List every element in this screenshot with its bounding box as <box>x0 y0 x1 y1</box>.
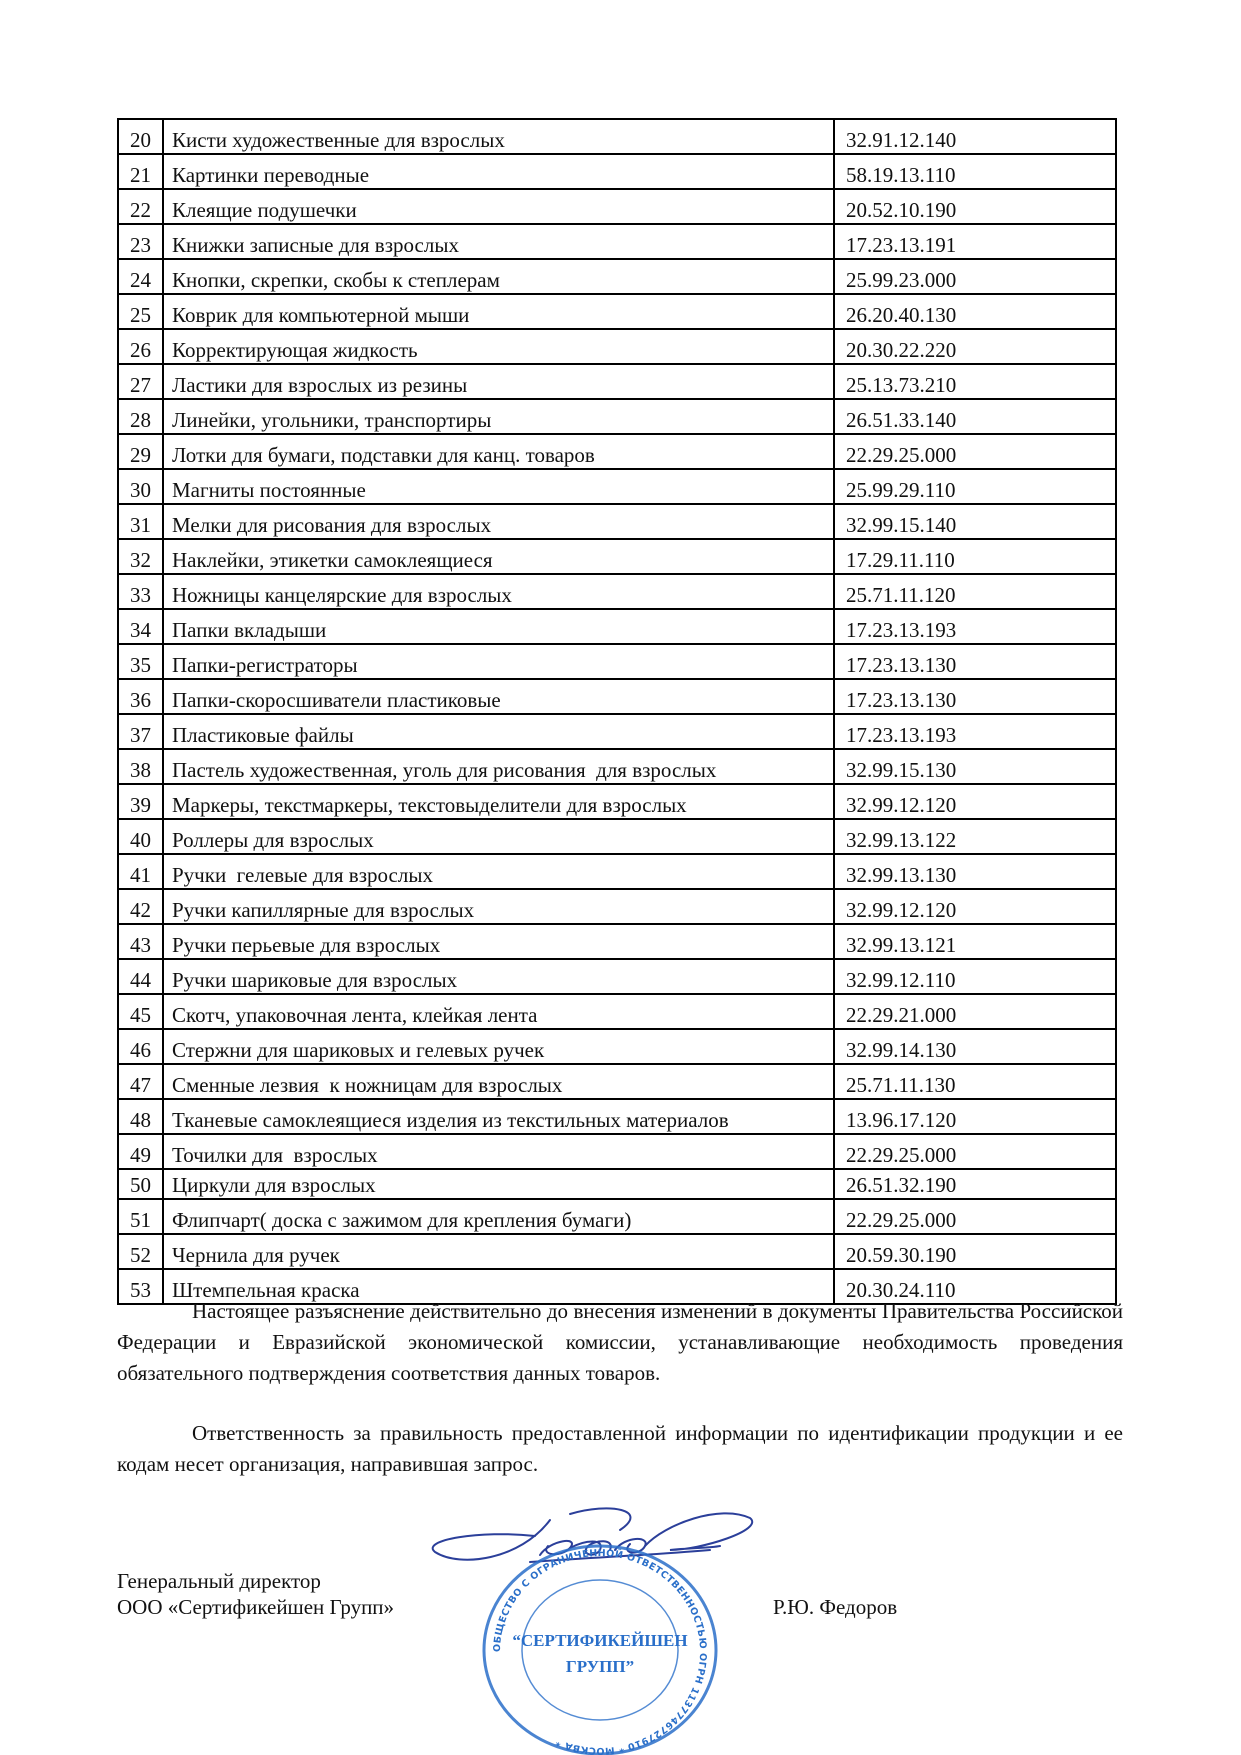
okpd-code: 25.99.23.000 <box>834 259 1116 294</box>
row-number: 35 <box>118 644 163 679</box>
row-number: 44 <box>118 959 163 994</box>
okpd-code: 17.23.13.130 <box>834 644 1116 679</box>
okpd-code: 32.99.15.130 <box>834 749 1116 784</box>
table-row <box>118 1199 1116 1234</box>
product-name: Ручки шариковые для взрослых <box>163 959 834 994</box>
product-name: Пластиковые файлы <box>163 714 834 749</box>
seal-center-line-2: ГРУПП” <box>565 1657 635 1676</box>
row-number: 39 <box>118 784 163 819</box>
table-row <box>118 119 1116 154</box>
signatory-block <box>117 1568 394 1620</box>
okpd-code: 32.91.12.140 <box>834 119 1116 154</box>
signatory-company: ООО «Сертификейшен Групп» <box>117 1595 395 1619</box>
svg-text:ОБЩЕСТВО С ОГРАНИЧЕННОЙ ОТВЕТС <box>492 1548 708 1755</box>
row-number: 53 <box>118 1269 163 1304</box>
okpd-code: 17.23.13.130 <box>834 679 1116 714</box>
row-number: 27 <box>118 364 163 399</box>
seal-stamp-icon <box>484 1546 716 1755</box>
okpd-code: 17.29.11.110 <box>834 539 1116 574</box>
okpd-code: 32.99.12.110 <box>834 959 1116 994</box>
row-number: 20 <box>118 119 163 154</box>
table-row <box>118 574 1116 609</box>
okpd-code: 25.71.11.130 <box>834 1064 1116 1099</box>
table-row <box>118 189 1116 224</box>
row-number: 41 <box>118 854 163 889</box>
okpd-code: 22.29.25.000 <box>834 1134 1116 1169</box>
product-name: Книжки записные для взрослых <box>163 224 834 259</box>
row-number: 23 <box>118 224 163 259</box>
product-name: Чернила для ручек <box>163 1234 834 1269</box>
table-row <box>118 889 1116 924</box>
okpd-code: 32.99.13.121 <box>834 924 1116 959</box>
seal-ring-text: ОБЩЕСТВО С ОГРАНИЧЕННОЙ ОТВЕТСТВЕННОСТЬЮ ОГРН 1137746727910 * МОСКВА * <box>491 1547 709 1755</box>
product-name: Папки-скоросшиватели пластиковые <box>163 679 834 714</box>
signatory-position: Генеральный директор <box>117 1569 321 1593</box>
okpd-code: 25.99.29.110 <box>834 469 1116 504</box>
table-row <box>118 329 1116 364</box>
table-row <box>118 1029 1116 1064</box>
signatory-name: Р.Ю. Федоров <box>773 1595 898 1619</box>
product-name: Картинки переводные <box>163 154 834 189</box>
row-number: 38 <box>118 749 163 784</box>
okpd-code: 20.52.10.190 <box>834 189 1116 224</box>
product-name: Маркеры, текстмаркеры, текстовыделители для взрослых <box>163 784 834 819</box>
okpd-code: 58.19.13.110 <box>834 154 1116 189</box>
row-number: 47 <box>118 1064 163 1099</box>
product-name: Штемпельная краска <box>163 1269 834 1304</box>
product-name: Ластики для взрослых из резины <box>163 364 834 399</box>
row-number: 49 <box>118 1134 163 1169</box>
product-name: Пастель художественная, уголь для рисования для взрослых <box>163 749 834 784</box>
row-number: 28 <box>118 399 163 434</box>
table-row <box>118 154 1116 189</box>
product-name: Тканевые самоклеящиеся изделия из текстильных материалов <box>163 1099 834 1134</box>
row-number: 51 <box>118 1199 163 1234</box>
product-name: Мелки для рисования для взрослых <box>163 504 834 539</box>
product-name: Папки вкладыши <box>163 609 834 644</box>
okpd-code: 22.29.21.000 <box>834 994 1116 1029</box>
table-row <box>118 1234 1116 1269</box>
product-name: Линейки, угольники, транспортиры <box>163 399 834 434</box>
okpd-code: 25.13.73.210 <box>834 364 1116 399</box>
row-number: 33 <box>118 574 163 609</box>
okpd-code: 20.30.22.220 <box>834 329 1116 364</box>
okpd-code: 17.23.13.193 <box>834 714 1116 749</box>
table-row <box>118 609 1116 644</box>
table-row <box>118 1099 1116 1134</box>
product-name: Ручки гелевые для взрослых <box>163 854 834 889</box>
table-row <box>118 434 1116 469</box>
table-row <box>118 679 1116 714</box>
row-number: 37 <box>118 714 163 749</box>
product-name: Скотч, упаковочная лента, клейкая лента <box>163 994 834 1029</box>
table-row <box>118 224 1116 259</box>
row-number: 34 <box>118 609 163 644</box>
row-number: 29 <box>118 434 163 469</box>
table-row <box>118 1134 1116 1169</box>
row-number: 45 <box>118 994 163 1029</box>
row-number: 48 <box>118 1099 163 1134</box>
product-name: Наклейки, этикетки самоклеящиеся <box>163 539 834 574</box>
okpd-code: 32.99.12.120 <box>834 784 1116 819</box>
okpd-code: 20.59.30.190 <box>834 1234 1116 1269</box>
okpd-code: 32.99.14.130 <box>834 1029 1116 1064</box>
table-row <box>118 994 1116 1029</box>
product-name: Точилки для взрослых <box>163 1134 834 1169</box>
row-number: 43 <box>118 924 163 959</box>
table-row <box>118 1169 1116 1199</box>
okpd-code: 26.51.33.140 <box>834 399 1116 434</box>
table-row <box>118 469 1116 504</box>
table-row <box>118 854 1116 889</box>
validity-paragraph: Настоящее разъяснение действительно до внесения изменений в документы Правительства Российской Федерации и Евразийской экономической комиссии, устанавливающие необходимость проведения обязательного подтверждения соответствия данных товаров. <box>117 1299 1123 1385</box>
row-number: 31 <box>118 504 163 539</box>
okpd-code: 32.99.13.130 <box>834 854 1116 889</box>
okpd-code: 17.23.13.193 <box>834 609 1116 644</box>
okpd-code: 32.99.13.122 <box>834 819 1116 854</box>
row-number: 25 <box>118 294 163 329</box>
row-number: 26 <box>118 329 163 364</box>
okpd-code: 13.96.17.120 <box>834 1099 1116 1134</box>
okpd-code: 17.23.13.191 <box>834 224 1116 259</box>
table-row <box>118 784 1116 819</box>
row-number: 50 <box>118 1169 163 1199</box>
product-name: Коврик для компьютерной мыши <box>163 294 834 329</box>
row-number: 36 <box>118 679 163 714</box>
row-number: 42 <box>118 889 163 924</box>
row-number: 22 <box>118 189 163 224</box>
table-row <box>118 364 1116 399</box>
product-name: Сменные лезвия к ножницам для взрослых <box>163 1064 834 1099</box>
product-name: Флипчарт( доска с зажимом для крепления бумаги) <box>163 1199 834 1234</box>
row-number: 30 <box>118 469 163 504</box>
okpd-code: 22.29.25.000 <box>834 1199 1116 1234</box>
product-name: Магниты постоянные <box>163 469 834 504</box>
row-number: 21 <box>118 154 163 189</box>
table-row <box>118 819 1116 854</box>
table-row <box>118 644 1116 679</box>
product-codes-table <box>117 118 1117 1305</box>
row-number: 24 <box>118 259 163 294</box>
table-row <box>118 959 1116 994</box>
row-number: 52 <box>118 1234 163 1269</box>
okpd-code: 26.20.40.130 <box>834 294 1116 329</box>
row-number: 46 <box>118 1029 163 1064</box>
okpd-code: 32.99.15.140 <box>834 504 1116 539</box>
okpd-code: 22.29.25.000 <box>834 434 1116 469</box>
product-name: Корректирующая жидкость <box>163 329 834 364</box>
product-name: Ножницы канцелярские для взрослых <box>163 574 834 609</box>
table-row <box>118 399 1116 434</box>
table-row <box>118 924 1116 959</box>
okpd-code: 20.30.24.110 <box>834 1269 1116 1304</box>
product-name: Ручки капиллярные для взрослых <box>163 889 834 924</box>
row-number: 40 <box>118 819 163 854</box>
okpd-code: 32.99.12.120 <box>834 889 1116 924</box>
product-name: Лотки для бумаги, подставки для канц. товаров <box>163 434 834 469</box>
product-name: Кисти художественные для взрослых <box>163 119 834 154</box>
product-name: Циркули для взрослых <box>163 1169 834 1199</box>
table-row <box>118 259 1116 294</box>
product-name: Папки-регистраторы <box>163 644 834 679</box>
seal-center-line-1: “СЕРТИФИКЕЙШЕН <box>512 1631 688 1650</box>
product-name: Стержни для шариковых и гелевых ручек <box>163 1029 834 1064</box>
table-row <box>118 714 1116 749</box>
responsibility-paragraph: Ответственность за правильность предоставленной информации по идентификации продукции и ее кодам несет организация, направившая запрос. <box>117 1421 1123 1476</box>
row-number: 32 <box>118 539 163 574</box>
product-name: Роллеры для взрослых <box>163 819 834 854</box>
product-name: Клеящие подушечки <box>163 189 834 224</box>
table-row <box>118 749 1116 784</box>
product-name: Кнопки, скрепки, скобы к степлерам <box>163 259 834 294</box>
table-row <box>118 1064 1116 1099</box>
okpd-code: 25.71.11.120 <box>834 574 1116 609</box>
table-row <box>118 539 1116 574</box>
product-name: Ручки перьевые для взрослых <box>163 924 834 959</box>
table-row <box>118 294 1116 329</box>
table-row <box>118 504 1116 539</box>
company-seal <box>440 1540 760 1755</box>
okpd-code: 26.51.32.190 <box>834 1169 1116 1199</box>
